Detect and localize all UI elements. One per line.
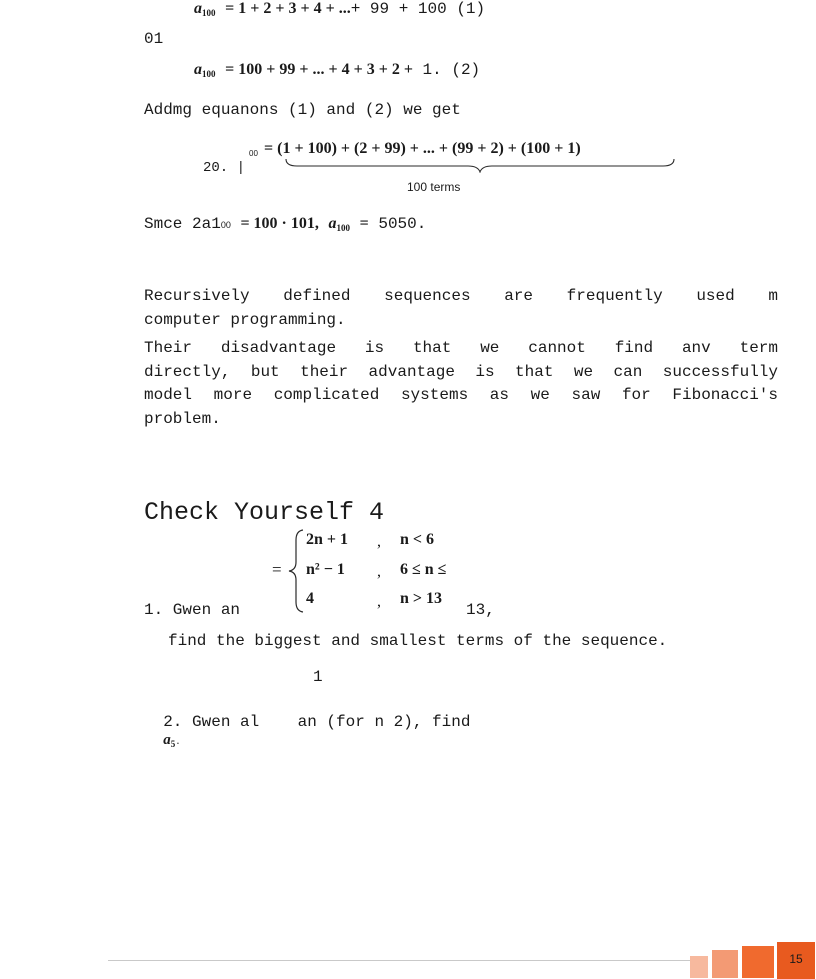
eq1-lhs: a [194, 0, 202, 17]
case1-cond: n < 6 [400, 531, 435, 548]
since-a: a [328, 215, 337, 232]
left-brace-icon [286, 528, 306, 614]
brace-label: 100 terms [407, 180, 461, 194]
eq3-rhs: = (1 + 100) + (2 + 99) + ... + (99 + 2) + (100 + 1) [264, 140, 581, 157]
case3-expr: 4 [306, 590, 314, 607]
eq2-lhs: a [194, 61, 202, 78]
since-eq: = [359, 215, 369, 232]
eq1-rhs: = 1 + 2 + 3 + 4 + ... [225, 0, 351, 17]
since-a-sub: 100 [336, 223, 350, 233]
underbrace-icon [285, 157, 675, 173]
eq2-lhs-sub: 100 [202, 69, 216, 79]
equation-1 [194, 0, 485, 18]
para2-line3: model more complicated systems as we saw for Fibonacci's [144, 386, 778, 404]
case2-expr: n² − 1 [306, 561, 345, 578]
case1-expr: 2n + 1 [306, 531, 349, 548]
question-2 [144, 695, 470, 749]
para2-line2: directly, but their advantage is that we can successfully [144, 362, 778, 381]
eq2-rhs: = 100 + 99 + ... + 4 + 3 + 2 + [225, 61, 413, 78]
label-01: 01 [144, 30, 164, 48]
equation-2 [194, 61, 480, 79]
page-number: 15 [789, 952, 803, 966]
section-heading: Check Yourself 4 [144, 498, 385, 527]
para1-line2: computer programming. [144, 310, 346, 329]
since-line [144, 215, 426, 233]
eq3-sub00: 00 [249, 149, 258, 158]
para2-line1: Their disadvantage is that we cannot find anv term [144, 339, 778, 357]
q1-line2: find the biggest and smallest terms of the sequence. [168, 632, 668, 650]
footer-square-dark [742, 946, 774, 978]
since-prefix: Smce 2a1 [144, 215, 221, 233]
eq1-lhs-sub: 100 [202, 8, 216, 18]
page-number-box [777, 942, 815, 979]
eq3-prefix: 20. | [203, 160, 246, 176]
since-sub00: 00 [220, 220, 231, 230]
case3-sep: , [377, 593, 381, 610]
para1-line1: Recursively defined sequences are frequently used m [144, 287, 778, 305]
case3-cond: n > 13 [400, 590, 443, 607]
q2-a: a [163, 732, 171, 748]
eq1-rhs-mono: + 99 + 100 (1) [350, 0, 486, 18]
paragraph-2 [144, 337, 778, 431]
q2-a-sub: 5 [170, 739, 176, 749]
q2-text: 2. Gwen al an (for n 2), find [163, 713, 471, 731]
case1-sep: , [377, 533, 381, 550]
paragraph-1 [144, 285, 778, 332]
q1-label: 1. Gwen an [144, 601, 241, 619]
eq2-rhs-mono: 1. (2) [422, 61, 481, 79]
since-math: = 100 · 101, [240, 215, 319, 232]
para2-line4: problem. [144, 409, 221, 428]
footer-square-mid [712, 950, 738, 978]
q2-one: 1 [313, 668, 323, 686]
case2-sep: , [377, 563, 381, 580]
q2-dot: . [175, 737, 181, 747]
footer-square-light [690, 956, 708, 978]
case2-cond: 6 ≤ n ≤ [400, 561, 447, 578]
q1-equals: = [272, 560, 282, 579]
adding-text: Addmg equanons (1) and (2) we get [144, 101, 461, 119]
footer-rule [108, 960, 691, 961]
since-result: 5050. [378, 215, 427, 233]
q1-trail: 13, [466, 601, 495, 619]
